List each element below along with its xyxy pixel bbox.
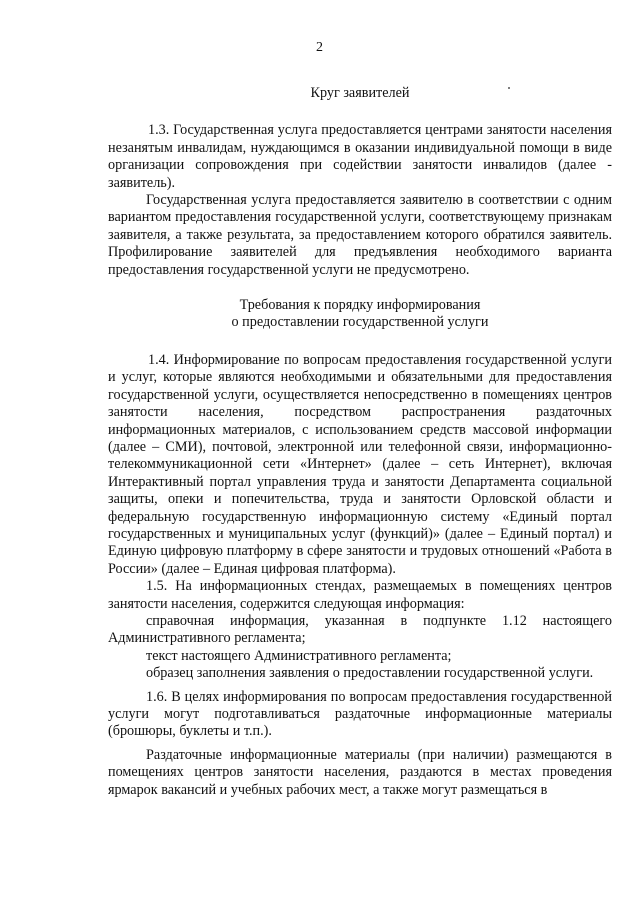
section-heading-applicants: Круг заявителей xyxy=(310,85,410,101)
paragraph-1-5-item-sample: образец заполнения заявления о предоставлении государственной услуги. xyxy=(146,665,594,682)
page-number: 2 xyxy=(316,40,323,55)
paragraph-1-5-item-reference: справочная информация, указанная в подпункте 1.12 настоящего Административного регламента; xyxy=(108,612,612,647)
paragraph-1-3-continued: Государственная услуга предоставляется заявителю в соответствии с одним вариантом предоставления государственной услуги, соответствующему признакам заявителя, а также результата, за предоставлением которого обратился заявитель. Профилирование заявителей для предъявления необходимого варианта предоставления государственной услуги не предусмотрено. xyxy=(108,192,612,278)
paragraph-1-6-continued: Раздаточные информационные материалы (при наличии) размещаются в помещениях центров занятости населения, раздаются в местах проведения ярмарок вакансий и учебных рабочих мест, а также могут размещаться в xyxy=(108,746,612,798)
section-heading-requirements-line1: Требования к порядку информирования xyxy=(239,297,481,314)
paragraph-1-3: 1.3. Государственная услуга предоставляется центрами занятости населения незанятым инвалидам, нуждающимся в оказании индивидуальной помощи в виде организации сопровождения при содействии занятости инвалидов (далее - заявитель). xyxy=(108,122,612,191)
paragraph-1-4: 1.4. Информирование по вопросам предоставления государственной услуги и услуг, которые являются необходимыми и обязательными для предоставления государственной услуги, осуществляется непосредственно в помещениях центров занятости населения, посредством распространения раздаточных информационных материалов, с использованием средств массовой информации (далее – СМИ), почтовой, электронной или телефонной связи, информационно-телекоммуникационной сети «Интернет» (далее – сеть Интернет), включая Интерактивный портал управления труда и занятости Департамента социальной защиты, опеки и попечительства, труда и занятости Орловской области и федеральную государственную информационную систему «Единый портал государственных и муниципальных услуг (функций)» (далее – Единый портал) и Единую цифровую платформу в сфере занятости и трудовых отношений «Работа в России» (далее – Единая цифровая платформа). xyxy=(108,351,612,577)
section-heading-requirements-line2: о предоставлении государственной услуги xyxy=(231,314,489,331)
paragraph-1-6: 1.6. В целях информирования по вопросам предоставления государственной услуги могут подготавливаться раздаточные информационные материалы (брошюры, буклеты и т.п.). xyxy=(108,688,612,740)
document-body xyxy=(108,85,612,799)
paragraph-1-5: 1.5. На информационных стендах, размещаемых в помещениях центров занятости населения, содержится следующая информация: xyxy=(108,578,612,612)
paragraph-1-5-item-text: текст настоящего Административного регламента; xyxy=(146,647,452,664)
